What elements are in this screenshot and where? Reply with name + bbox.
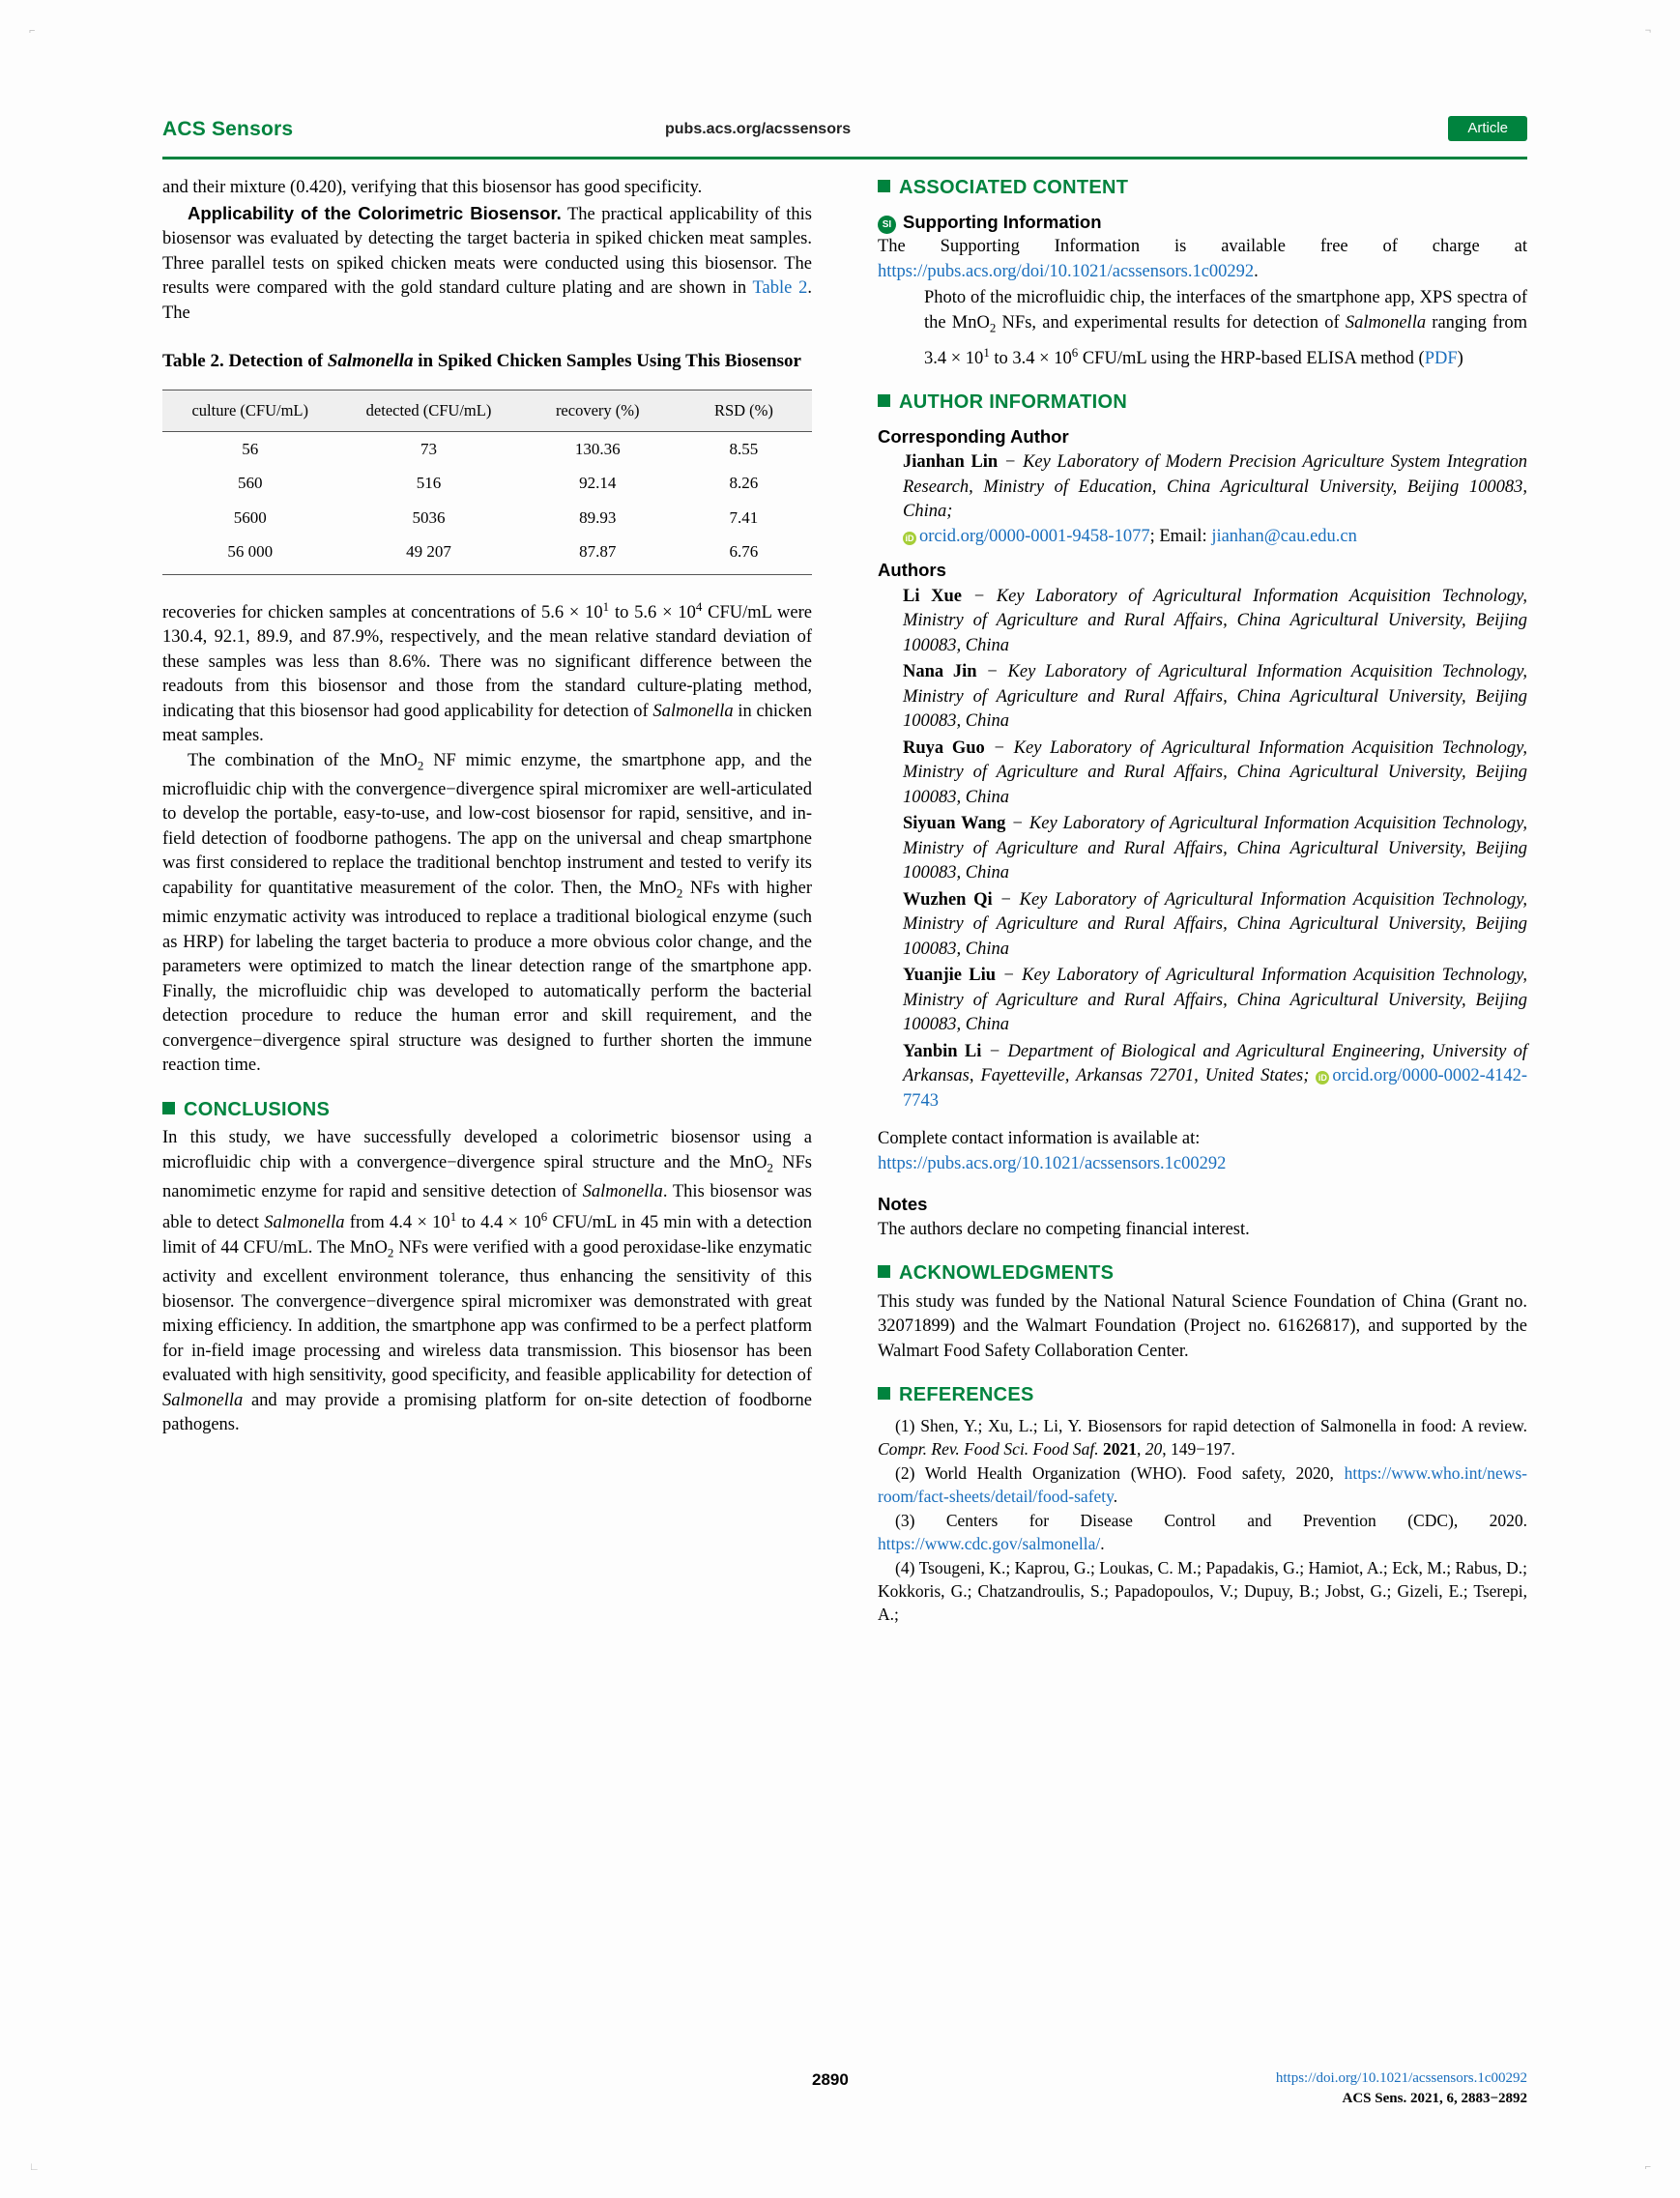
author-name: Yanbin Li — [903, 1041, 982, 1061]
reference-period: . — [1113, 1486, 1118, 1506]
table-col-recovery: recovery (%) — [520, 390, 676, 432]
supporting-info-doi-link[interactable]: https://pubs.acs.org/doi/10.1021/acssensors.1c00292 — [878, 261, 1255, 281]
table2-detection-results — [162, 390, 812, 575]
section-heading-conclusions — [162, 1098, 812, 1123]
si-item-e: CFU/mL using the HRP-based ELISA method ( — [1078, 348, 1425, 368]
author-entry: Li Xue − Key Laboratory of Agricultural Information Acquisition Technology, Ministry of Agriculture and Rural Affairs, China Agricultural University, Beijing 100083, China — [903, 586, 1527, 655]
author-name: Ruya Guo — [903, 737, 985, 758]
reference-text: Tsougeni, K.; Kaprou, G.; Loukas, C. M.; Papadakis, G.; Hamiot, A.; Eck, M.; Rabus, D.; Kokkoris, G.; Chatzandroulis, S.; Papadopoulos, V.; Dupuy, B.; Jobst, G.; Gizeli, E.; Tserepi, A.; — [878, 1557, 1527, 1624]
paragraph-supporting-info — [878, 235, 1527, 284]
section-heading-acknowledgments — [878, 1261, 1527, 1287]
conclusions-a: In this study, we have successfully developed a colorimetric biosensor using a microfluidic chip with a convergence−divergence spiral structure and the MnO — [162, 1128, 812, 1172]
section-square-icon — [878, 1387, 890, 1400]
reference-item — [878, 1509, 1527, 1555]
reference-text: Shen, Y.; Xu, L.; Li, Y. Biosensors for rapid detection of Salmonella in food: A review. — [920, 1415, 1528, 1435]
orcid-icon: iD — [1316, 1071, 1329, 1085]
corresponding-author-email-label: ; Email: — [1149, 526, 1212, 546]
table2-title — [162, 349, 812, 374]
author-affiliation: Key Laboratory of Agricultural Information Acquisition Technology, Ministry of Agriculture and Rural Affairs, China Agricultural University, Beijing 100083, China — [903, 814, 1528, 883]
pdf-link[interactable]: PDF — [1424, 348, 1458, 368]
cell-recovery: 87.87 — [520, 535, 676, 574]
supporting-info-heading-text: Supporting Information — [903, 211, 1102, 232]
conclusions-italic2: Salmonella — [264, 1213, 345, 1233]
si-item-b: NFs, and experimental results for detection of — [996, 312, 1346, 333]
applicability-text-b: . The — [162, 278, 812, 323]
author-affiliation: Department of Biological and Agricultural Engineering, University of Arkansas, Fayetteville, Arkansas 72701, United States; — [903, 1041, 1528, 1086]
supporting-info-period: . — [1254, 261, 1259, 281]
recoveries-b: to 5.6 × 10 — [609, 602, 696, 622]
author-name: Nana Jin — [903, 662, 977, 682]
author-name: Siyuan Wang — [903, 814, 1006, 834]
author-entry: Siyuan Wang − Key Laboratory of Agricultural Information Acquisition Technology, Ministry of Agriculture and Rural Affairs, China Agricultural University, Beijing 100083, China — [903, 814, 1528, 883]
acknowledgments-heading-text: ACKNOWLEDGMENTS — [899, 1262, 1115, 1285]
author-information-heading-text: AUTHOR INFORMATION — [899, 391, 1128, 414]
acknowledgments-text: This study was funded by the National Natural Science Foundation of China (Grant no. 32071899) and the Walmart Foundation (Project no. 61626817), and supported by the Walmart Food Safety Collaboration Center. — [878, 1291, 1527, 1361]
reference-link[interactable]: https://www.who.int/news-room/fact-sheets/detail/food-safety — [878, 1462, 1527, 1506]
reference-link[interactable]: https://www.cdc.gov/salmonella/ — [878, 1533, 1101, 1553]
footer-citation: ACS Sens. 2021, 6, 2883−2892 — [1342, 2091, 1527, 2106]
cell-detected: 5036 — [412, 507, 446, 527]
author-entry: Nana Jin − Key Laboratory of Agricultural Information Acquisition Technology, Ministry of Agriculture and Rural Affairs, China Agricultural University, Beijing 100083, China — [903, 662, 1528, 732]
table-col-rsd: RSD (%) — [676, 390, 812, 432]
conclusions-e: to 4.4 × 10 — [456, 1213, 541, 1233]
table-row — [162, 501, 812, 535]
crop-mark-bl: ∟ — [29, 2161, 40, 2173]
combination-a: The combination of the MnO — [188, 750, 418, 770]
paragraph-combination — [162, 749, 812, 1079]
cell-recovery: 89.93 — [579, 507, 617, 527]
subheading-corresponding-author: Corresponding Author — [878, 425, 1069, 447]
conclusions-sub1: 2 — [767, 1160, 773, 1175]
conclusions-h: and may provide a promising platform for on-site detection of foodborne pathogens. — [162, 1390, 812, 1435]
corresponding-author-affiliation: Key Laboratory of Modern Precision Agriculture System Integration Research, Ministry of Education, China Agricultural University, Beijing 100083, China; — [903, 452, 1527, 522]
paragraph-specificity — [162, 176, 812, 201]
conclusions-italic3: Salmonella — [162, 1390, 244, 1410]
si-item-sub: 2 — [989, 320, 997, 335]
si-item-a: Photo of the microfluidic chip, the interfaces of the smartphone app, XPS spectra of the MnO — [924, 288, 1527, 333]
cell-detected: 516 — [416, 474, 442, 492]
supporting-info-icon: SI — [878, 216, 896, 234]
conclusions-b: NFs nanomimetic enzyme for rapid and sensitive detection of — [162, 1152, 813, 1201]
reference-list — [878, 1414, 1527, 1626]
left-column — [162, 176, 812, 1438]
si-item-sup2: 6 — [1071, 344, 1079, 360]
conclusions-d: from 4.4 × 10 — [344, 1213, 450, 1233]
journal-url[interactable]: pubs.acs.org/acssensors — [665, 121, 852, 137]
table2-title-b: in Spiked Chicken Samples Using This Biosensor — [413, 351, 801, 371]
recoveries-italic: Salmonella — [652, 701, 734, 721]
conclusions-c: . This biosensor was able to detect — [162, 1181, 812, 1233]
author-affiliation: Key Laboratory of Agricultural Information Acquisition Technology, Ministry of Agriculture and Rural Affairs, China Agricultural University, Beijing 100083, China — [903, 737, 1528, 807]
author-name: Wuzhen Qi — [903, 889, 993, 910]
applicability-text-a: The practical applicability of this biosensor was evaluated by detecting the target bacteria in spiked chicken meat samples. Three parallel tests on spiked chicken meats were conducted using this biosensor. The results were compared with the gold standard culture plating and are shown in — [162, 204, 812, 298]
cell-recovery: 92.14 — [579, 474, 617, 492]
table-header-row — [162, 390, 812, 432]
reference-pages: , 149−197. — [1162, 1438, 1235, 1459]
author-entry: Yanbin Li − Department of Biological and Agricultural Engineering, University of Arkansas, Fayetteville, Arkansas 72701, United States; iD orcid.org/0000-0002-4142-7743 — [903, 1041, 1528, 1111]
associated-content-heading-text: ASSOCIATED CONTENT — [899, 177, 1129, 198]
runin-applicability: Applicability of the Colorimetric Biosensor. — [188, 202, 562, 223]
combination-c: NFs with higher mimic enzymatic activity was introduced to replace a traditional biological enzyme (such as HRP) for labeling the target bacteria to produce a more obvious color change, and the parameters were optimized to match the linear detection range of the smartphone app. Finally, the microfluidic chip was developed to automatically perform the bacterial detection procedure to reduce the human error and skill requirement, and the convergence−divergence spiral structure was designed to further shorten the immune reaction time. — [162, 878, 812, 1076]
paragraph-recoveries — [162, 594, 812, 749]
footer-doi-block — [1276, 2068, 1527, 2109]
journal-name: ACS Sensors — [162, 118, 294, 140]
author-entry: Ruya Guo − Key Laboratory of Agricultural Information Acquisition Technology, Ministry of Agriculture and Rural Affairs, China Agricultural University, Beijing 100083, China — [903, 737, 1528, 807]
reference-item — [878, 1556, 1527, 1626]
paragraph-applicability — [162, 201, 812, 327]
si-item-italic: Salmonella — [1345, 312, 1427, 333]
crop-mark-tr: ¬ — [1644, 25, 1651, 37]
table2-crossref-link[interactable]: Table 2 — [752, 278, 808, 298]
complete-contact-info — [878, 1127, 1527, 1176]
supporting-info-item — [878, 286, 1527, 371]
cell-culture: 56 000 — [162, 535, 337, 574]
reference-year: 2021 — [1098, 1438, 1137, 1459]
complete-contact-link[interactable]: https://pubs.acs.org/10.1021/acssensors.1c00292 — [878, 1153, 1227, 1173]
reference-number: (1) — [895, 1415, 921, 1435]
cell-rsd: 8.55 — [729, 439, 759, 458]
combination-sub2: 2 — [676, 885, 683, 901]
crop-mark-tl: ⌐ — [29, 25, 36, 37]
header-divider — [162, 157, 1527, 159]
conclusions-g: NFs were verified with a good peroxidase-like enzymatic activity and excellent environment tolerance, thus enhancing the sensitivity of this biosensor. The convergence−divergence spiral micromixer was demonstrated with great mixing efficiency. In addition, the smartphone app was confirmed to be a perfect platform for in-field image processing and wireless data transmission. This biosensor has been evaluated with high sensitivity, good specificity, and feasible applicability for detection of — [162, 1237, 813, 1386]
cell-rsd: 7.41 — [729, 507, 759, 527]
corresponding-author-orcid-link[interactable]: orcid.org/0000-0001-9458-1077 — [919, 526, 1150, 546]
corresponding-author-dash: − — [998, 452, 1024, 473]
author-entry: Wuzhen Qi − Key Laboratory of Agricultural Information Acquisition Technology, Ministry of Agriculture and Rural Affairs, China Agricultural University, Beijing 100083, China — [903, 889, 1528, 959]
section-heading-associated-content — [878, 176, 1527, 201]
reference-number: (2) — [895, 1462, 925, 1483]
si-item-d: to 3.4 × 10 — [989, 348, 1072, 368]
reference-item — [878, 1414, 1527, 1461]
recoveries-sup2: 4 — [695, 598, 703, 614]
conclusions-italic1: Salmonella — [582, 1181, 663, 1201]
article-type-badge: Article — [1448, 116, 1527, 141]
corresponding-author-name: Jianhan Lin — [903, 452, 999, 473]
complete-contact-text: Complete contact information is available at: — [878, 1129, 1201, 1149]
cell-rsd: 8.26 — [729, 474, 759, 492]
subheading-supporting-information — [878, 210, 1527, 235]
si-item-f: ) — [1457, 348, 1463, 368]
table-col-detected: detected (CFU/mL) — [337, 390, 519, 432]
paragraph-conclusions — [162, 1126, 812, 1438]
author-name: Li Xue — [903, 586, 963, 606]
reference-period: . — [1100, 1533, 1105, 1553]
table-row — [162, 466, 812, 501]
table-row — [162, 431, 812, 466]
reference-number: (4) — [895, 1557, 919, 1577]
section-square-icon — [878, 180, 890, 192]
section-square-icon — [878, 394, 890, 407]
paragraph-specificity-text: and their mixture (0.420), verifying that this biosensor has good specificity. — [162, 178, 703, 197]
author-name: Yuanjie Liu — [903, 966, 997, 986]
crop-mark-br: ⌐ — [1644, 2161, 1651, 2173]
recoveries-sup1: 1 — [602, 598, 610, 614]
author-affiliation: Key Laboratory of Agricultural Information Acquisition Technology, Ministry of Agriculture and Rural Affairs, China Agricultural University, Beijing 100083, China — [903, 966, 1528, 1035]
table2-title-a: Table 2. Detection of — [162, 351, 328, 371]
cell-recovery: 130.36 — [574, 439, 621, 458]
conclusions-heading-text: CONCLUSIONS — [184, 1098, 331, 1120]
si-item-sup1: 1 — [983, 344, 990, 360]
reference-journal: Compr. Rev. Food Sci. Food Saf. — [878, 1438, 1099, 1459]
conclusions-sup2: 6 — [540, 1209, 548, 1225]
subheading-notes: Notes — [878, 1194, 928, 1215]
section-square-icon — [878, 1265, 890, 1278]
table-row — [162, 535, 812, 574]
corresponding-author-entry — [878, 450, 1527, 549]
right-column — [878, 176, 1527, 1626]
conclusions-f: CFU/mL in 45 min with a detection limit of 44 CFU/mL. The MnO — [162, 1213, 812, 1258]
author-orcid-link[interactable]: orcid.org/0000-0002-4142-7743 — [903, 1066, 1527, 1111]
cell-rsd: 6.76 — [676, 535, 812, 574]
cell-detected: 73 — [420, 439, 438, 458]
section-square-icon — [162, 1102, 175, 1114]
combination-sub1: 2 — [417, 758, 424, 773]
cell-culture: 56 — [242, 439, 259, 458]
footer-doi-link[interactable]: https://doi.org/10.1021/acssensors.1c00292 — [1275, 2070, 1527, 2086]
reference-text: Centers for Disease Control and Prevention (CDC), 2020. — [945, 1510, 1528, 1530]
si-item-c: ranging from 3.4 × 10 — [924, 312, 1527, 368]
reference-text: World Health Organization (WHO). Food safety, 2020, — [924, 1462, 1345, 1483]
reference-sep: , — [1136, 1438, 1145, 1459]
recoveries-c: CFU/mL were 130.4, 92.1, 89.9, and 87.9%, respectively, and the mean relative standard deviation of these samples was less than 8.6%. There was no significant difference between the readouts from this biosensor and those from the standard culture-plating method, indicating that this biosensor had good applicability for detection of — [162, 602, 812, 721]
section-heading-author-information — [878, 390, 1527, 416]
combination-b: NF mimic enzyme, the smartphone app, and the microfluidic chip with the convergence−divergence spiral micromixer are well-articulated to develop the portable, easy-to-use, and low-cost biosensor for rapid, sensitive, and in-field detection of foodborne pathogens. The app on the universal and cheap smartphone was first considered to replace the traditional benchtop instrument and tested to verify its capability for quantitative measurement of the color. Then, the MnO — [162, 750, 812, 898]
corresponding-author-email-link[interactable]: jianhan@cau.edu.cn — [1211, 526, 1357, 546]
section-heading-references — [878, 1383, 1527, 1408]
author-affiliation: Key Laboratory of Agricultural Information Acquisition Technology, Ministry of Agriculture and Rural Affairs, China Agricultural University, Beijing 100083, China — [903, 889, 1528, 959]
cell-culture: 560 — [237, 474, 263, 492]
table-col-culture: culture (CFU/mL) — [162, 390, 337, 432]
recoveries-d: in chicken meat samples. — [162, 701, 812, 746]
author-affiliation: Key Laboratory of Agricultural Information Acquisition Technology, Ministry of Agriculture and Rural Affairs, China Agricultural University, Beijing 100083, China — [903, 586, 1527, 655]
supporting-info-text: The Supporting Information is available free of charge at — [878, 237, 1527, 256]
page-header — [162, 116, 1527, 149]
notes-text: The authors declare no competing financial interest. — [878, 1219, 1250, 1239]
table2-title-italic: Salmonella — [327, 351, 414, 371]
cell-detected: 49 207 — [337, 535, 519, 574]
recoveries-a: recoveries for chicken samples at concentrations of 5.6 × 10 — [162, 602, 603, 622]
page-number: 2890 — [812, 2070, 849, 2089]
reference-item — [878, 1461, 1527, 1508]
conclusions-sub2: 2 — [387, 1245, 394, 1260]
cell-culture: 5600 — [233, 507, 267, 527]
reference-volume: 20 — [1144, 1438, 1163, 1459]
references-heading-text: REFERENCES — [899, 1384, 1034, 1406]
subheading-authors: Authors — [878, 560, 946, 581]
author-entry: Yuanjie Liu − Key Laboratory of Agricultural Information Acquisition Technology, Ministry of Agriculture and Rural Affairs, China Agricultural University, Beijing 100083, China — [903, 966, 1528, 1035]
orcid-icon: iD — [903, 532, 916, 545]
reference-number: (3) — [895, 1510, 946, 1530]
conclusions-sup1: 1 — [449, 1209, 457, 1225]
author-affiliation: Key Laboratory of Agricultural Information Acquisition Technology, Ministry of Agriculture and Rural Affairs, China Agricultural University, Beijing 100083, China — [903, 662, 1528, 732]
